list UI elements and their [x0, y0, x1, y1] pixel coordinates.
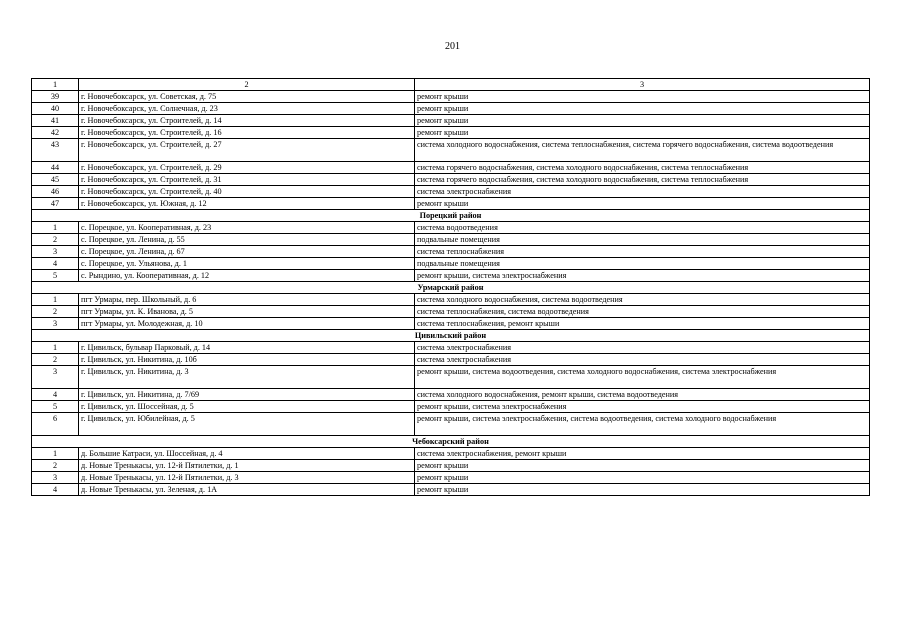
row-number-cell: 4	[32, 258, 79, 270]
section-header	[32, 210, 870, 222]
work-type-cell: ремонт крыши	[415, 460, 870, 472]
address-cell: г. Новочебоксарск, ул. Солнечная, д. 23	[79, 103, 415, 115]
work-type-cell: ремонт крыши, система электроснабжения	[415, 401, 870, 413]
header-row	[32, 79, 870, 91]
row-number-cell: 2	[32, 460, 79, 472]
section-title: Урмарский район	[32, 282, 870, 294]
row-number-cell: 40	[32, 103, 79, 115]
row-number-cell: 2	[32, 234, 79, 246]
row-number-cell: 5	[32, 270, 79, 282]
table-row	[32, 234, 870, 246]
work-type-cell: ремонт крыши	[415, 198, 870, 210]
work-type-cell: система холодного водоснабжения, система водоотведения	[415, 294, 870, 306]
address-cell: с. Порецкое, ул. Кооперативная, д. 23	[79, 222, 415, 234]
address-cell: д. Новые Тренькасы, ул. 12-й Пятилетки, д. 3	[79, 472, 415, 484]
row-number-cell: 47	[32, 198, 79, 210]
work-type-cell: система теплоснабжения, система водоотведения	[415, 306, 870, 318]
table-row	[32, 342, 870, 354]
row-number-cell: 3	[32, 472, 79, 484]
address-cell: д. Новые Тренькасы, ул. Зеленая, д. 1А	[79, 484, 415, 496]
work-type-cell: ремонт крыши, система электроснабжения	[415, 270, 870, 282]
table-row	[32, 294, 870, 306]
table-row	[32, 318, 870, 330]
work-type-cell: система электроснабжения	[415, 342, 870, 354]
table-row	[32, 389, 870, 401]
address-cell: г. Новочебоксарск, ул. Строителей, д. 27	[79, 139, 415, 162]
work-type-cell: ремонт крыши	[415, 103, 870, 115]
work-type-cell: система электроснабжения, ремонт крыши	[415, 448, 870, 460]
address-cell: с. Порецкое, ул. Ленина, д. 67	[79, 246, 415, 258]
address-cell: д. Большие Катраси, ул. Шоссейная, д. 4	[79, 448, 415, 460]
row-number-cell: 42	[32, 127, 79, 139]
row-number-cell: 2	[32, 306, 79, 318]
address-cell: г. Цивильск, ул. Никитина, д. 3	[79, 366, 415, 389]
table-row	[32, 186, 870, 198]
table-body	[32, 79, 870, 496]
work-type-cell: система холодного водоснабжения, ремонт крыши, система водоотведения	[415, 389, 870, 401]
work-type-cell: система горячего водоснабжения, система холодного водоснабжения, система теплоснабжения	[415, 174, 870, 186]
work-type-cell: ремонт крыши	[415, 472, 870, 484]
table-row	[32, 115, 870, 127]
table-row	[32, 306, 870, 318]
table-row	[32, 222, 870, 234]
address-cell: д. Новые Тренькасы, ул. 12-й Пятилетки, д. 1	[79, 460, 415, 472]
address-cell: г. Цивильск, ул. Никитина, д. 10б	[79, 354, 415, 366]
address-cell: г. Новочебоксарск, ул. Строителей, д. 16	[79, 127, 415, 139]
work-type-cell: система теплоснабжения	[415, 246, 870, 258]
work-type-cell: система электроснабжения	[415, 354, 870, 366]
row-number-cell: 4	[32, 389, 79, 401]
section-header	[32, 282, 870, 294]
row-number-cell: 3	[32, 246, 79, 258]
table-row	[32, 413, 870, 436]
table-row	[32, 270, 870, 282]
address-cell: г. Цивильск, ул. Никитина, д. 7/69	[79, 389, 415, 401]
row-number-cell: 1	[32, 342, 79, 354]
work-type-cell: подвальные помещения	[415, 234, 870, 246]
table-row	[32, 162, 870, 174]
table-row	[32, 401, 870, 413]
work-type-cell: система водоотведения	[415, 222, 870, 234]
row-number-cell: 3	[32, 366, 79, 389]
row-number-cell: 4	[32, 484, 79, 496]
table-row	[32, 198, 870, 210]
address-cell: г. Новочебоксарск, ул. Строителей, д. 14	[79, 115, 415, 127]
work-type-cell: ремонт крыши	[415, 484, 870, 496]
work-type-cell: ремонт крыши, система электроснабжения, система водоотведения, система холодного водоснабжения	[415, 413, 870, 436]
row-number-cell: 44	[32, 162, 79, 174]
table-row	[32, 366, 870, 389]
address-cell: пгт Урмары, пер. Школьный, д. 6	[79, 294, 415, 306]
table-row	[32, 103, 870, 115]
row-number-cell: 6	[32, 413, 79, 436]
work-type-cell: ремонт крыши	[415, 127, 870, 139]
address-cell: г. Новочебоксарск, ул. Советская, д. 75	[79, 91, 415, 103]
address-cell: с. Рындино, ул. Кооперативная, д. 12	[79, 270, 415, 282]
table-row	[32, 127, 870, 139]
address-cell: г. Новочебоксарск, ул. Южная, д. 12	[79, 198, 415, 210]
address-cell: г. Новочебоксарск, ул. Строителей, д. 40	[79, 186, 415, 198]
header-cell-3: 3	[415, 79, 870, 91]
address-cell: с. Порецкое, ул. Ульянова, д. 1	[79, 258, 415, 270]
address-cell: г. Цивильск, ул. Юбилейная, д. 5	[79, 413, 415, 436]
row-number-cell: 45	[32, 174, 79, 186]
table-row	[32, 246, 870, 258]
table-row	[32, 484, 870, 496]
section-title: Чебоксарский район	[32, 436, 870, 448]
work-type-cell: система теплоснабжения, ремонт крыши	[415, 318, 870, 330]
address-cell: г. Цивильск, бульвар Парковый, д. 14	[79, 342, 415, 354]
section-header	[32, 330, 870, 342]
section-title: Цивильский район	[32, 330, 870, 342]
address-cell: г. Новочебоксарск, ул. Строителей, д. 29	[79, 162, 415, 174]
work-type-cell: система электроснабжения	[415, 186, 870, 198]
row-number-cell: 41	[32, 115, 79, 127]
header-cell-2: 2	[79, 79, 415, 91]
table-row	[32, 174, 870, 186]
row-number-cell: 39	[32, 91, 79, 103]
repair-table	[31, 78, 870, 496]
work-type-cell: ремонт крыши	[415, 115, 870, 127]
row-number-cell: 1	[32, 222, 79, 234]
address-cell: г. Цивильск, ул. Шоссейная, д. 5	[79, 401, 415, 413]
work-type-cell: система холодного водоснабжения, система теплоснабжения, система горячего водоснабжения, система водоотведения	[415, 139, 870, 162]
table-row	[32, 460, 870, 472]
table-row	[32, 448, 870, 460]
table-row	[32, 354, 870, 366]
work-type-cell: ремонт крыши	[415, 91, 870, 103]
row-number-cell: 1	[32, 448, 79, 460]
row-number-cell: 43	[32, 139, 79, 162]
section-header	[32, 436, 870, 448]
address-cell: г. Новочебоксарск, ул. Строителей, д. 31	[79, 174, 415, 186]
page-number: 201	[445, 41, 460, 52]
table-row	[32, 258, 870, 270]
work-type-cell: ремонт крыши, система водоотведения, система холодного водоснабжения, система электроснабжения	[415, 366, 870, 389]
header-cell-1: 1	[32, 79, 79, 91]
table-row	[32, 91, 870, 103]
row-number-cell: 46	[32, 186, 79, 198]
work-type-cell: система горячего водоснабжения, система холодного водоснабжения, система теплоснабжения	[415, 162, 870, 174]
address-cell: пгт Урмары, ул. К. Иванова, д. 5	[79, 306, 415, 318]
address-cell: с. Порецкое, ул. Ленина, д. 55	[79, 234, 415, 246]
table-row	[32, 472, 870, 484]
address-cell: пгт Урмары, ул. Молодежная, д. 10	[79, 318, 415, 330]
row-number-cell: 1	[32, 294, 79, 306]
row-number-cell: 5	[32, 401, 79, 413]
row-number-cell: 2	[32, 354, 79, 366]
work-type-cell: подвальные помещения	[415, 258, 870, 270]
row-number-cell: 3	[32, 318, 79, 330]
section-title: Порецкий район	[32, 210, 870, 222]
table-row	[32, 139, 870, 162]
